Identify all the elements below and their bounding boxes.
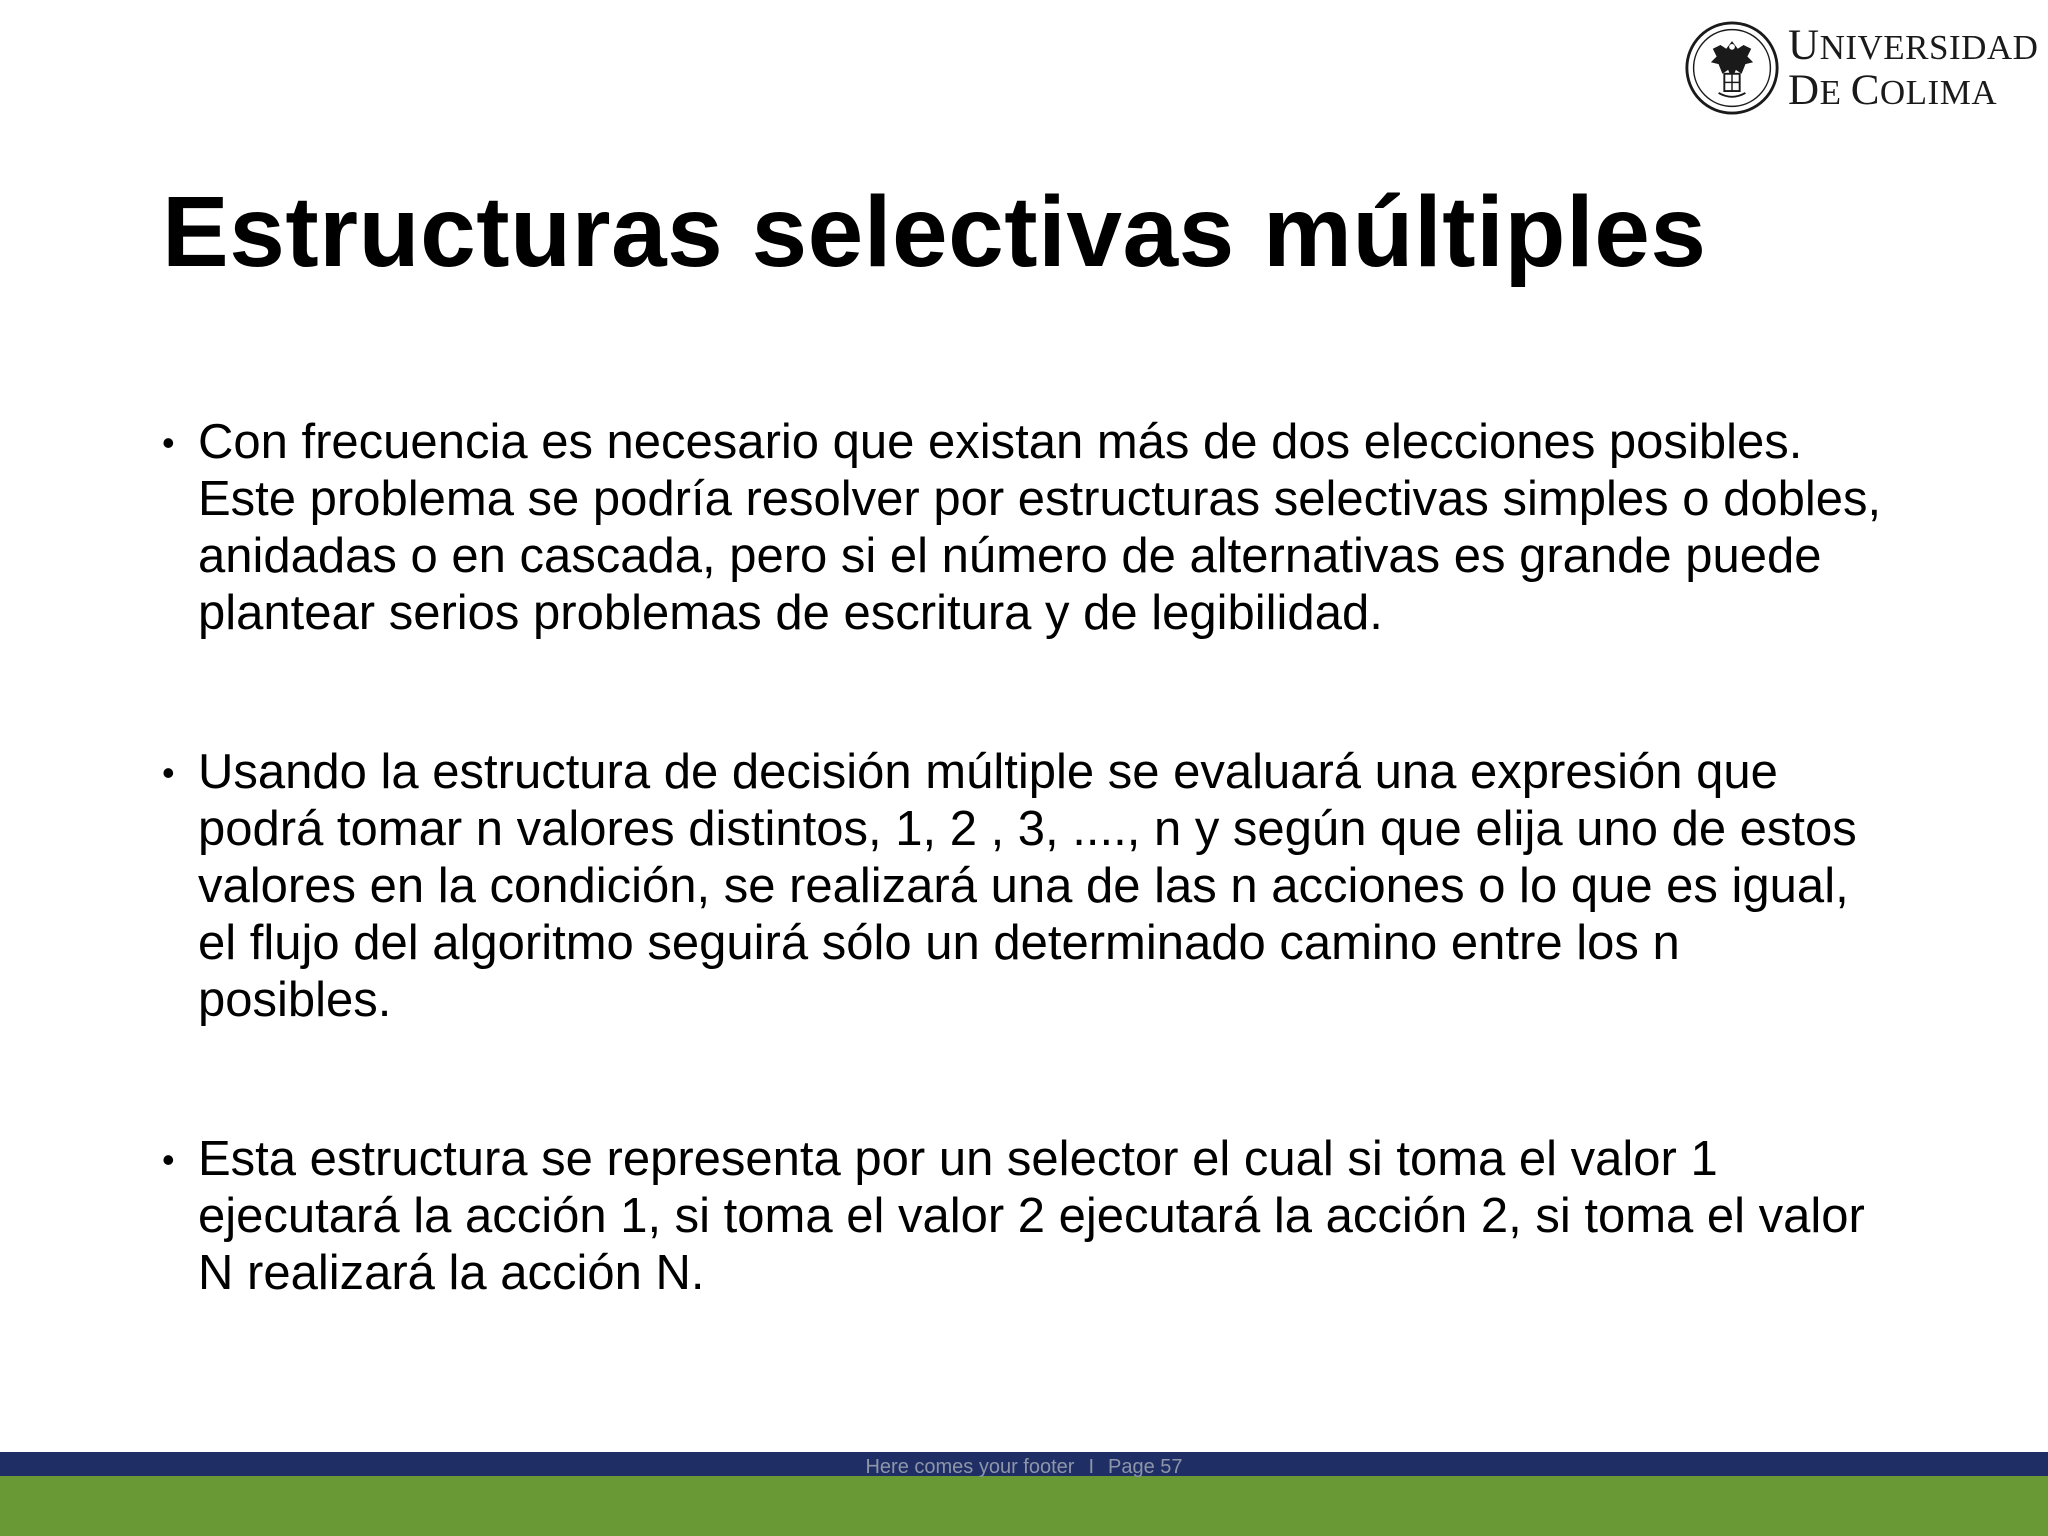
bullet-icon: • [162,1139,175,1180]
page-number: Page 57 [1108,1456,1183,1478]
bullet-item [162,1131,1882,1302]
bullet-text: Usando la estructura de decisión múltiple se evaluará una expresión que podrá tomar n valores distintos, 1, 2 , 3, ...., n y según que elija uno de estos valores en la condición, se realizará una de las n acciones o lo que es igual, el flujo del algoritmo seguirá sólo un determinado camino entre los n posibles. [198,745,1857,1027]
bullet-text: Con frecuencia es necesario que existan más de dos elecciones posibles. Este problema se podría resolver por estructuras selectivas simples o dobles, anidadas o en cascada, pero si el número de alternativas es grande puede plantear serios problemas de escritura y de legibilidad. [198,415,1882,640]
university-seal-icon [1684,20,1780,116]
bullet-icon: • [162,752,175,793]
bullet-text: Esta estructura se representa por un selector el cual si toma el valor 1 ejecutará la acción 1, si toma el valor 2 ejecutará la acción 2, si toma el valor N realizará la acción N. [198,1132,1865,1300]
bullet-item [162,744,1882,1029]
footer-text: Here comes your footer [865,1456,1075,1478]
university-logo [1684,18,2039,118]
university-name-line2: DE COLIMA [1788,67,1998,114]
university-name-line1: UNIVERSIDAD [1788,21,2039,69]
footer [0,1453,2048,1481]
slide-title: Estructuras selectivas múltiples [162,176,1707,288]
university-name [1788,23,2038,113]
footer-separator: Ι [1088,1456,1095,1478]
footer-green-band [0,1476,2048,1536]
bullet-icon: • [162,422,175,463]
bullet-list [162,414,1882,1302]
bullet-item [162,414,1882,642]
